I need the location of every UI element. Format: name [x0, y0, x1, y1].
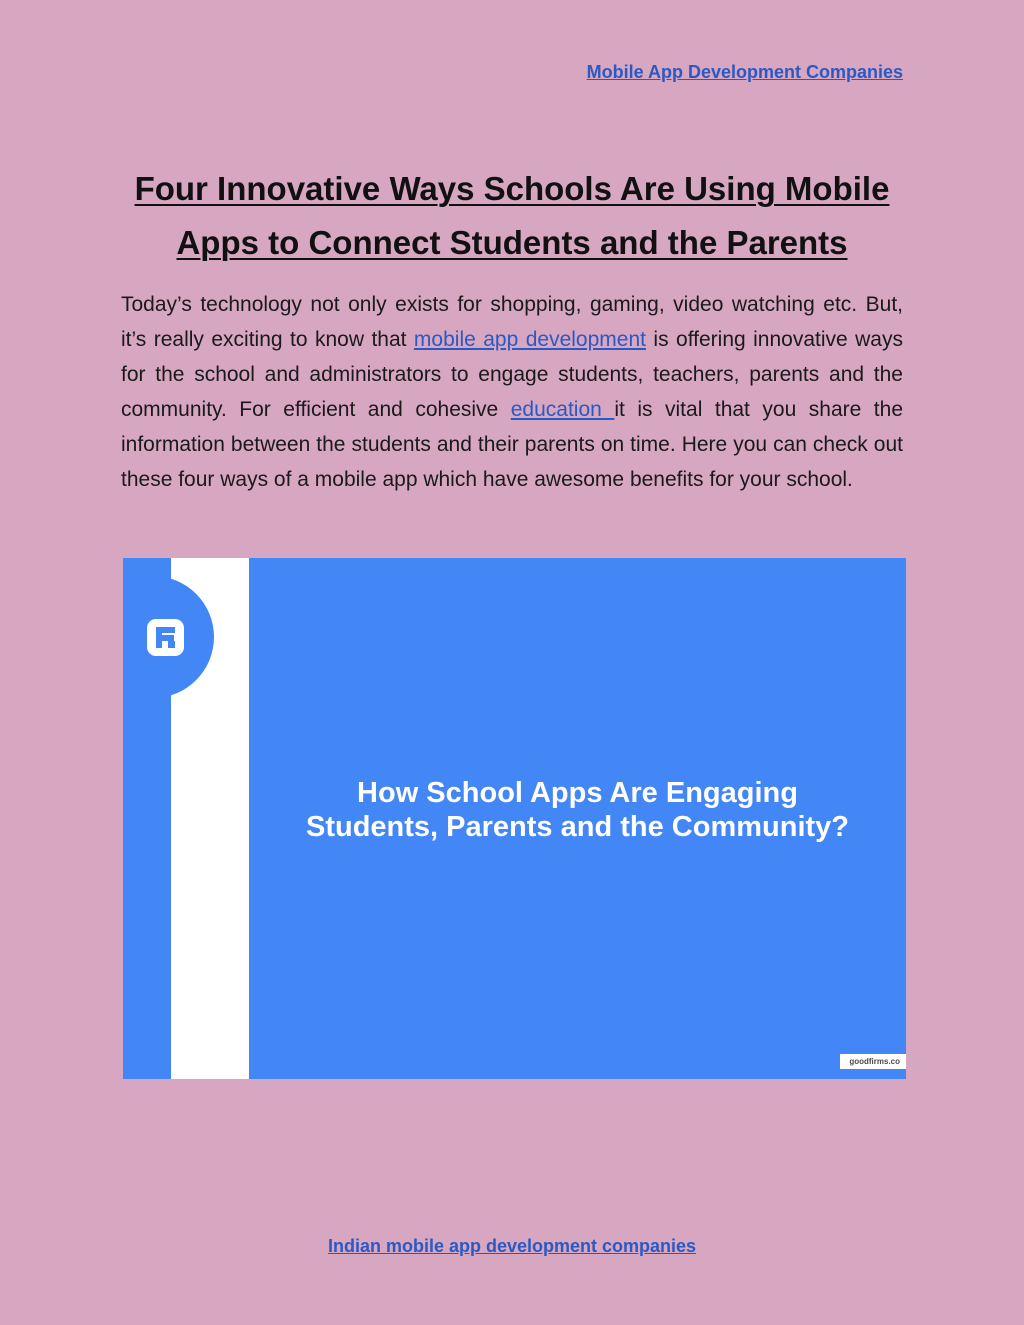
intro-text-2: is offering innovative ways for the school and administrators to engage students, teachers, parents and the community. For efficient and cohesive: [121, 328, 903, 421]
intro-text-1: Today’s technology not only exists for shopping, gaming, video watching etc. But, it’s really exciting to know that: [121, 293, 903, 351]
article-banner-image: [123, 558, 906, 1079]
intro-text-3: it is vital that you share the information between the students and their parents on time. Here you can check out these four ways of a mobile app which have awesome benefits for your school.: [121, 398, 903, 491]
header-link[interactable]: Mobile App Development Companies: [586, 62, 903, 82]
intro-paragraph: [121, 287, 903, 497]
banner-title-line-2: Students, Parents and the Community?: [306, 811, 849, 843]
mobile-app-development-link[interactable]: mobile app development: [413, 328, 646, 351]
banner-watermark: goodfirms.co: [840, 1054, 906, 1069]
banner-title: [249, 776, 906, 844]
education-link[interactable]: education: [510, 398, 615, 421]
title-line-1: Four Innovative Ways Schools Are Using Mobile: [134, 170, 890, 207]
title-line-2: Apps to Connect Students and the Parents: [176, 224, 848, 261]
footer-link[interactable]: Indian mobile app development companies: [327, 1236, 697, 1256]
banner-title-line-1: How School Apps Are Engaging: [357, 777, 798, 809]
page-title: [100, 162, 924, 270]
goodfirms-logo-icon: [147, 619, 184, 656]
